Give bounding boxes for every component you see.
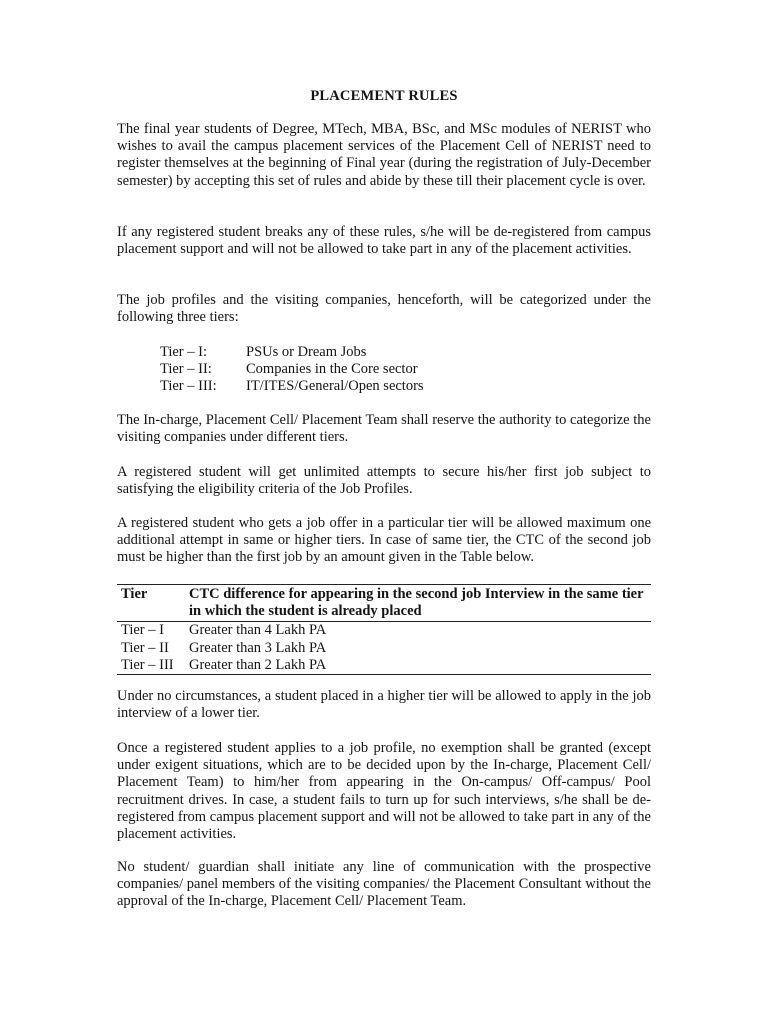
- table-cell-ctc: Greater than 4 Lakh PA: [189, 622, 327, 639]
- page-title: PLACEMENT RULES: [310, 88, 458, 104]
- table-header-tier: Tier: [121, 586, 148, 602]
- paragraph-exemption: Once a registered student applies to a job profile, no exemption shall be granted (except under exigent situations, which are to be decided upon by the In-charge, Placement Cell/ Placement Team) to him/her from appearing in the On-campus/ Off-campus/ Pool recruitment drives. In case, a student fails to turn up for such interviews, s/he shall be de-registered from campus placement support and will not be allowed to take part in any of the placement activities.: [117, 740, 651, 843]
- table-cell-ctc: Greater than 2 Lakh PA: [189, 656, 327, 673]
- tier-name: Tier – III:: [160, 378, 217, 395]
- tier-item: [160, 378, 424, 395]
- table-header-ctc: CTC difference for appearing in the second job Interview in the same tier in which the student is already placed: [189, 586, 644, 620]
- tier-item: [160, 344, 424, 361]
- paragraph-deregistration: If any registered student breaks any of these rules, s/he will be de-registered from campus placement support and will not be allowed to take part in any of the placement activities.: [117, 224, 651, 258]
- table-header-row: [117, 585, 651, 622]
- ctc-table: [117, 584, 651, 675]
- tier-name: Tier – II:: [160, 361, 212, 378]
- table-cell-tier: Tier – III: [121, 656, 174, 673]
- tier-name: Tier – I:: [160, 344, 207, 360]
- tier-item: [160, 361, 424, 378]
- paragraph-higher-tier: Under no circumstances, a student placed in a higher tier will be allowed to apply in the job interview of a lower tier.: [117, 688, 651, 722]
- table-cell-tier: Tier – I: [121, 622, 164, 639]
- tier-description: IT/ITES/General/Open sectors: [246, 378, 424, 395]
- paragraph-communication: No student/ guardian shall initiate any line of communication with the prospective companies/ panel members of the visiting companies/ the Placement Consultant without the approval of the In-charge, Placement Cell/ Placement Team.: [117, 859, 651, 910]
- table-row: [117, 640, 651, 657]
- table-cell-ctc: Greater than 3 Lakh PA: [189, 639, 327, 656]
- tier-description: Companies in the Core sector: [246, 361, 418, 378]
- tier-description: PSUs or Dream Jobs: [246, 344, 367, 360]
- paragraph-tiers-intro: The job profiles and the visiting companies, henceforth, will be categorized under the following three tiers:: [117, 292, 651, 326]
- paragraph-registration: The final year students of Degree, MTech, MBA, BSc, and MSc modules of NERIST who wishes to avail the campus placement services of the Placement Cell of NERIST need to register themselves at the beginning of Final year (during the registration of July-December semester) by accepting this set of rules and abide by these till their placement cycle is over.: [117, 121, 651, 189]
- tier-list: [160, 344, 424, 396]
- paragraph-additional-attempt: A registered student who gets a job offer in a particular tier will be allowed maximum one additional attempt in same or higher tiers. In case of same tier, the CTC of the second job must be higher than the first job by an amount given in the Table below.: [117, 515, 651, 566]
- table-cell-tier: Tier – II: [121, 639, 169, 656]
- table-row: [117, 657, 651, 675]
- paragraph-unlimited-attempts: A registered student will get unlimited attempts to secure his/her first job subject to satisfying the eligibility criteria of the Job Profiles.: [117, 464, 651, 498]
- table-row: [117, 622, 651, 640]
- paragraph-authority: The In-charge, Placement Cell/ Placement Team shall reserve the authority to categorize the visiting companies under different tiers.: [117, 412, 651, 446]
